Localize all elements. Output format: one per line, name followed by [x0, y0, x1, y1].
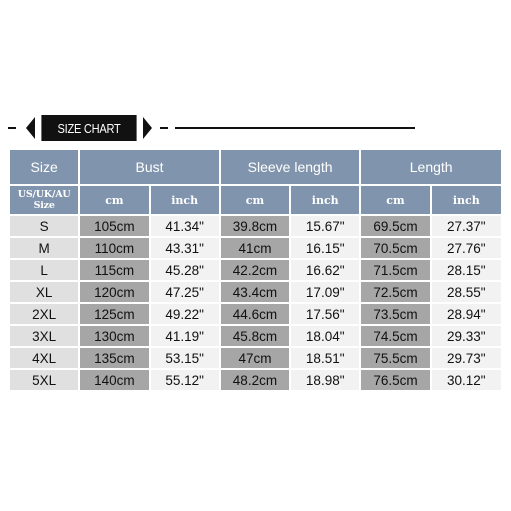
- bust-cm-cell: 125cm: [80, 304, 148, 324]
- bust-cm-cell: 130cm: [80, 326, 148, 346]
- banner-left-arrow: [26, 117, 35, 139]
- length-cm-cell: 69.5cm: [361, 216, 429, 236]
- bust-cm-cell: 140cm: [80, 370, 148, 390]
- length-inch-cell: 28.15": [432, 260, 501, 280]
- sleeve-inch-cell: 17.56": [291, 304, 359, 324]
- short-dash-rule: [160, 127, 168, 129]
- length-cm-cell: 76.5cm: [361, 370, 429, 390]
- size-cell: 5XL: [10, 370, 78, 390]
- bust-cm-cell: 135cm: [80, 348, 148, 368]
- sleeve-cm-cell: 44.6cm: [221, 304, 289, 324]
- length-cm-cell: 73.5cm: [361, 304, 429, 324]
- sleeve-inch-cell: 16.15": [291, 238, 359, 258]
- length-inch-cell: 27.37": [432, 216, 501, 236]
- length-inch-cell: 28.55": [432, 282, 501, 302]
- sleeve-cm-cell: 43.4cm: [221, 282, 289, 302]
- sleeve-cm-cell: 39.8cm: [221, 216, 289, 236]
- length-inch-header: inch: [432, 186, 501, 214]
- size-cell: XL: [10, 282, 78, 302]
- sleeve-inch-cell: 17.09": [291, 282, 359, 302]
- length-inch-cell: 28.94": [432, 304, 501, 324]
- table-row: [10, 260, 501, 280]
- size-cell: 2XL: [10, 304, 78, 324]
- bust-inch-cell: 55.12": [151, 370, 219, 390]
- sleeve-cm-cell: 41cm: [221, 238, 289, 258]
- bust-cm-cell: 105cm: [80, 216, 148, 236]
- size-cell: 3XL: [10, 326, 78, 346]
- sleeve-cm-cell: 45.8cm: [221, 326, 289, 346]
- region-size-header: US/UK/AU Size: [10, 186, 78, 214]
- sleeve-inch-cell: 18.98": [291, 370, 359, 390]
- length-inch-cell: 30.12": [432, 370, 501, 390]
- unit-header-row: [10, 186, 501, 214]
- length-inch-cell: 27.76": [432, 238, 501, 258]
- table-row: [10, 348, 501, 368]
- length-inch-cell: 29.33": [432, 326, 501, 346]
- bust-column-header: Bust: [80, 150, 219, 184]
- size-column-header: Size: [10, 150, 78, 184]
- sleeve-cm-cell: 48.2cm: [221, 370, 289, 390]
- bust-inch-cell: 45.28": [151, 260, 219, 280]
- sleeve-inch-header: inch: [291, 186, 359, 214]
- size-cell: L: [10, 260, 78, 280]
- length-cm-cell: 70.5cm: [361, 238, 429, 258]
- bust-inch-cell: 47.25": [151, 282, 219, 302]
- size-cell: M: [10, 238, 78, 258]
- sleeve-cm-cell: 47cm: [221, 348, 289, 368]
- bust-inch-cell: 49.22": [151, 304, 219, 324]
- table-row: [10, 282, 501, 302]
- sleeve-length-column-header: Sleeve length: [221, 150, 360, 184]
- bust-cm-cell: 120cm: [80, 282, 148, 302]
- sleeve-cm-cell: 42.2cm: [221, 260, 289, 280]
- left-dash-rule: [8, 127, 16, 129]
- banner-right-arrow: [143, 117, 152, 139]
- table-row: [10, 304, 501, 324]
- sleeve-cm-header: cm: [221, 186, 289, 214]
- bust-inch-cell: 53.15": [151, 348, 219, 368]
- bust-inch-cell: 41.34": [151, 216, 219, 236]
- bust-cm-cell: 110cm: [80, 238, 148, 258]
- sleeve-inch-cell: 15.67": [291, 216, 359, 236]
- size-chart-table: [8, 148, 503, 392]
- size-chart-header: [0, 113, 511, 143]
- size-chart-banner: SIZE CHART: [41, 115, 136, 141]
- table-row: [10, 216, 501, 236]
- sleeve-inch-cell: 18.04": [291, 326, 359, 346]
- length-cm-cell: 72.5cm: [361, 282, 429, 302]
- length-cm-cell: 71.5cm: [361, 260, 429, 280]
- sleeve-inch-cell: 16.62": [291, 260, 359, 280]
- bust-inch-cell: 43.31": [151, 238, 219, 258]
- size-cell: 4XL: [10, 348, 78, 368]
- table-row: [10, 238, 501, 258]
- bust-cm-header: cm: [80, 186, 148, 214]
- length-cm-header: cm: [361, 186, 429, 214]
- long-divider-rule: [175, 127, 415, 129]
- length-column-header: Length: [361, 150, 501, 184]
- table-row: [10, 326, 501, 346]
- table-row: [10, 370, 501, 390]
- length-cm-cell: 74.5cm: [361, 326, 429, 346]
- sleeve-inch-cell: 18.51": [291, 348, 359, 368]
- bust-inch-header: inch: [151, 186, 219, 214]
- bust-inch-cell: 41.19": [151, 326, 219, 346]
- length-inch-cell: 29.73": [432, 348, 501, 368]
- column-header-row: [10, 150, 501, 184]
- bust-cm-cell: 115cm: [80, 260, 148, 280]
- size-cell: S: [10, 216, 78, 236]
- length-cm-cell: 75.5cm: [361, 348, 429, 368]
